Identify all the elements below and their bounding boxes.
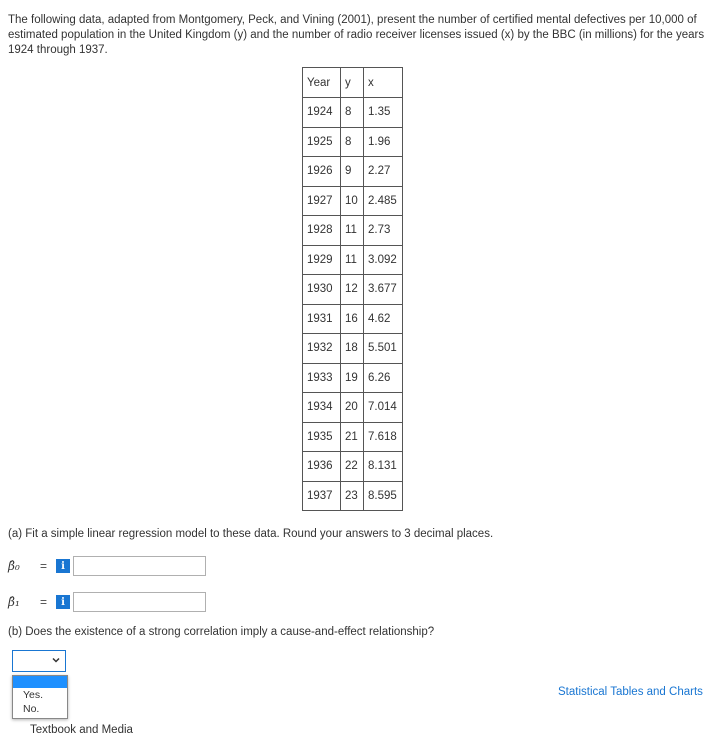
part-a-prompt: (a) Fit a simple linear regression model to these data. Round your answers to 3 decimal places. xyxy=(8,528,494,540)
table-row xyxy=(303,216,403,246)
chevron-down-icon xyxy=(52,656,60,664)
table-header-row xyxy=(303,68,403,98)
table-row xyxy=(303,334,403,364)
part-b-prompt: (b) Does the existence of a strong correlation imply a cause-and-effect relationship? xyxy=(8,626,435,638)
table-row xyxy=(303,452,403,482)
dropdown-option-yes[interactable]: Yes. xyxy=(23,689,44,701)
cell-x: 5.501 xyxy=(364,334,403,364)
equals-sign: = xyxy=(40,559,48,573)
cell-y: 22 xyxy=(341,452,364,482)
table-row xyxy=(303,422,403,452)
table-row xyxy=(303,127,403,157)
beta1-row xyxy=(8,591,206,613)
table-row xyxy=(303,98,403,128)
cell-y: 21 xyxy=(341,422,364,452)
dropdown-option-blank[interactable] xyxy=(13,676,67,688)
cell-y: 8 xyxy=(341,127,364,157)
cell-year: 1931 xyxy=(303,304,341,334)
cell-year: 1935 xyxy=(303,422,341,452)
cell-x: 7.618 xyxy=(364,422,403,452)
select-dropdown xyxy=(12,675,68,719)
cell-x: 6.26 xyxy=(364,363,403,393)
info-icon[interactable]: i xyxy=(56,595,70,609)
beta0-row xyxy=(8,555,206,577)
table-row xyxy=(303,186,403,216)
cell-y: 16 xyxy=(341,304,364,334)
cell-x: 2.485 xyxy=(364,186,403,216)
table-row xyxy=(303,393,403,423)
beta1-input[interactable] xyxy=(73,592,206,612)
header-year: Year xyxy=(303,68,341,98)
cell-year: 1924 xyxy=(303,98,341,128)
cell-y: 19 xyxy=(341,363,364,393)
cell-x: 4.62 xyxy=(364,304,403,334)
cell-y: 9 xyxy=(341,157,364,187)
cell-x: 2.27 xyxy=(364,157,403,187)
cell-year: 1925 xyxy=(303,127,341,157)
cell-year: 1926 xyxy=(303,157,341,187)
cell-x: 3.677 xyxy=(364,275,403,305)
table-row xyxy=(303,481,403,511)
cell-x: 8.595 xyxy=(364,481,403,511)
header-y: y xyxy=(341,68,364,98)
beta1-label: β̂₁ xyxy=(8,595,20,609)
beta0-label: β̂₀ xyxy=(8,559,20,573)
table-row xyxy=(303,304,403,334)
equals-sign: = xyxy=(40,595,48,609)
cell-y: 11 xyxy=(341,216,364,246)
cell-y: 8 xyxy=(341,98,364,128)
cell-x: 7.014 xyxy=(364,393,403,423)
dropdown-option-no[interactable]: No. xyxy=(23,703,40,715)
problem-intro: The following data, adapted from Montgomery, Peck, and Vining (2001), present the number of certified mental defectives per 10,000 of estimated population in the United Kingdom (y) and the number of radio receiver licenses issued (x) by the BBC (in millions) for the years 1924 through 1937. xyxy=(8,14,705,56)
cell-year: 1934 xyxy=(303,393,341,423)
cell-y: 12 xyxy=(341,275,364,305)
cell-x: 2.73 xyxy=(364,216,403,246)
statistical-tables-link[interactable]: Statistical Tables and Charts xyxy=(558,686,703,698)
info-icon[interactable]: i xyxy=(56,559,70,573)
cell-year: 1930 xyxy=(303,275,341,305)
data-table xyxy=(302,67,403,511)
cause-effect-select[interactable] xyxy=(12,650,66,672)
cell-year: 1937 xyxy=(303,481,341,511)
cell-y: 10 xyxy=(341,186,364,216)
cell-y: 23 xyxy=(341,481,364,511)
cell-year: 1929 xyxy=(303,245,341,275)
cell-x: 3.092 xyxy=(364,245,403,275)
cell-year: 1936 xyxy=(303,452,341,482)
beta0-input[interactable] xyxy=(73,556,206,576)
table-row xyxy=(303,363,403,393)
cell-x: 1.96 xyxy=(364,127,403,157)
cell-year: 1927 xyxy=(303,186,341,216)
textbook-media-link[interactable]: Textbook and Media xyxy=(30,724,133,736)
cell-x: 8.131 xyxy=(364,452,403,482)
cell-x: 1.35 xyxy=(364,98,403,128)
table-row xyxy=(303,275,403,305)
cell-year: 1928 xyxy=(303,216,341,246)
cell-y: 20 xyxy=(341,393,364,423)
cell-y: 18 xyxy=(341,334,364,364)
table-row xyxy=(303,245,403,275)
cell-year: 1933 xyxy=(303,363,341,393)
table-row xyxy=(303,157,403,187)
cell-year: 1932 xyxy=(303,334,341,364)
header-x: x xyxy=(364,68,403,98)
cell-y: 11 xyxy=(341,245,364,275)
